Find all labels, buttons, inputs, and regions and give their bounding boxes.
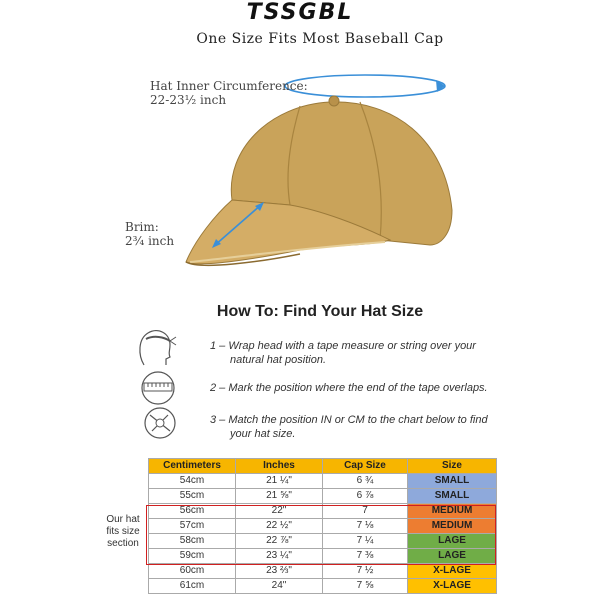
circumference-label bbox=[150, 79, 308, 107]
step-3-line-2: your hat size. bbox=[230, 428, 296, 440]
cell-inches: 22" bbox=[236, 504, 323, 519]
header-size: Size bbox=[408, 459, 497, 474]
cell-inches: 21 ¼" bbox=[236, 474, 323, 489]
cell-inches: 21 ⅝" bbox=[236, 489, 323, 504]
cell-size: MEDIUM bbox=[408, 504, 497, 519]
circumference-title: Hat Inner Circumference: bbox=[150, 79, 308, 93]
cell-size: X-LAGE bbox=[408, 579, 497, 594]
brim-title: Brim: bbox=[125, 220, 159, 234]
cell-inches: 23 ¼" bbox=[236, 549, 323, 564]
fit-note: Our hat fits size section bbox=[106, 514, 140, 549]
cell-cap: 7 ⅝ bbox=[323, 579, 408, 594]
cell-cm: 57cm bbox=[149, 519, 236, 534]
cell-inches: 23 ⅔" bbox=[236, 564, 323, 579]
cell-inches: 22 ½" bbox=[236, 519, 323, 534]
how-to-title: How To: Find Your Hat Size bbox=[216, 303, 424, 320]
cell-cm: 59cm bbox=[149, 549, 236, 564]
header-cap-size: Cap Size bbox=[323, 459, 408, 474]
head-tape-icon bbox=[132, 325, 178, 369]
fit-highlight-box bbox=[146, 505, 496, 565]
header-inches: Inches bbox=[236, 459, 323, 474]
table-row bbox=[149, 474, 497, 489]
step-3-line-1: 3 – Match the position IN or CM to the chart below to find bbox=[210, 414, 488, 426]
cell-size: SMALL bbox=[408, 489, 497, 504]
step-1 bbox=[210, 339, 510, 367]
table-row bbox=[149, 579, 497, 594]
cell-cap: 7 ⅜ bbox=[323, 549, 408, 564]
cell-cm: 55cm bbox=[149, 489, 236, 504]
step-1-line-2: natural hat position. bbox=[230, 354, 327, 366]
brim-label bbox=[125, 220, 174, 248]
header-centimeters: Centimeters bbox=[149, 459, 236, 474]
baseball-cap-image bbox=[186, 96, 452, 265]
table-row bbox=[149, 489, 497, 504]
tape-measure-icon bbox=[140, 405, 180, 441]
cell-size: X-LAGE bbox=[408, 564, 497, 579]
cell-cap: 7 ⅛ bbox=[323, 519, 408, 534]
brand-title: TSSGBL bbox=[246, 0, 354, 25]
circumference-value: 22-23½ inch bbox=[150, 93, 227, 107]
cell-size: SMALL bbox=[408, 474, 497, 489]
cell-size: LAGE bbox=[408, 549, 497, 564]
cell-cm: 61cm bbox=[149, 579, 236, 594]
table-row bbox=[149, 564, 497, 579]
cell-cap: 6 ⅞ bbox=[323, 489, 408, 504]
cell-cm: 54cm bbox=[149, 474, 236, 489]
product-subtitle: One Size Fits Most Baseball Cap bbox=[196, 31, 444, 47]
step-2 bbox=[210, 381, 510, 395]
brim-value: 2¾ inch bbox=[125, 234, 175, 248]
step-3 bbox=[210, 413, 510, 441]
cell-cm: 60cm bbox=[149, 564, 236, 579]
cell-cap: 7 ¼ bbox=[323, 534, 408, 549]
circumference-arrow-icon bbox=[285, 75, 445, 97]
step-1-line-1: 1 – Wrap head with a tape measure or string over your bbox=[210, 340, 476, 352]
tape-mark-icon bbox=[138, 370, 178, 406]
cell-cap: 7 bbox=[323, 504, 408, 519]
cell-size: MEDIUM bbox=[408, 519, 497, 534]
size-chart-header-row bbox=[149, 459, 497, 474]
cell-inches: 22 ⅞" bbox=[236, 534, 323, 549]
step-2-line-1: 2 – Mark the position where the end of the tape overlaps. bbox=[210, 382, 488, 394]
cell-cap: 6 ¾ bbox=[323, 474, 408, 489]
cell-inches: 24" bbox=[236, 579, 323, 594]
cell-cm: 56cm bbox=[149, 504, 236, 519]
cell-size: LAGE bbox=[408, 534, 497, 549]
cell-cap: 7 ½ bbox=[323, 564, 408, 579]
cell-cm: 58cm bbox=[149, 534, 236, 549]
